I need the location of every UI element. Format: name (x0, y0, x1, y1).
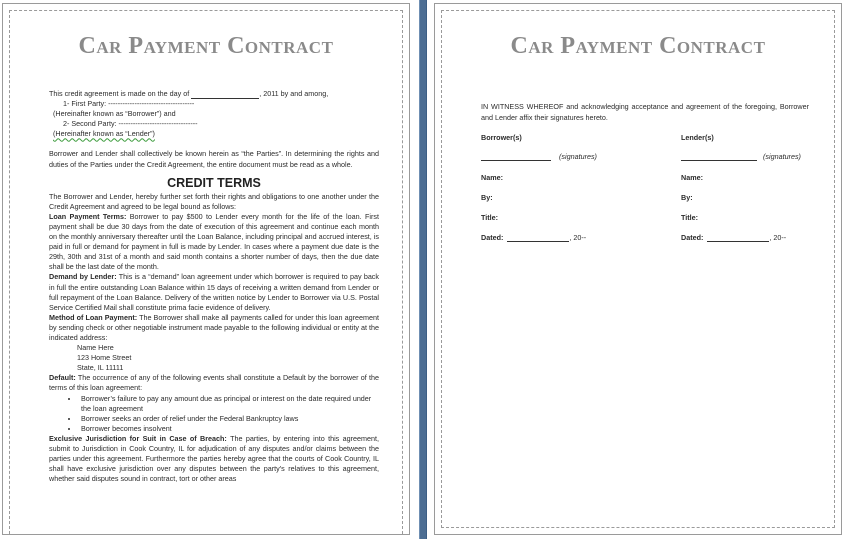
default-list (49, 394, 379, 434)
contract-page-right (434, 3, 842, 535)
lender-signature-line[interactable] (681, 152, 757, 161)
date-blank-line (191, 90, 259, 99)
lender-header: Lender(s) (681, 133, 714, 142)
lender-title-field: Title: (681, 213, 699, 222)
demand-paragraph (49, 272, 379, 312)
intro-text: This credit agreement is made on the day of (49, 89, 190, 98)
jurisdiction-label: Exclusive Jurisdiction for Suit in Case of Breach: (49, 433, 227, 443)
borrower-year: , 20-- (569, 233, 587, 242)
page-divider (419, 0, 427, 539)
lender-year: , 20-- (769, 233, 787, 242)
list-item: • Borrower becomes insolvent (79, 424, 379, 434)
first-party-known: (Hereinafter known as “Borrower”) and (53, 109, 176, 119)
list-item: • Borrower’s failure to pay any amount due as principal or interest on the date required under the loan agreement (79, 394, 379, 414)
lender-name-field: Name: (681, 173, 703, 182)
default-paragraph (49, 373, 379, 393)
default-text: The occurrence of any of the following events shall constitute a Default by the borrower of the terms of this loan agreement: (49, 373, 379, 393)
jurisdiction-paragraph (49, 434, 379, 484)
intro-line (49, 89, 379, 99)
loan-terms-paragraph (49, 212, 379, 273)
borrower-header: Borrower(s) (481, 133, 522, 142)
borrower-dated-row (481, 233, 661, 242)
method-label: Method of Loan Payment: (49, 312, 138, 322)
address-street: 123 Home Street (77, 353, 132, 363)
lender-signature-row (681, 152, 831, 161)
borrower-signature-block (481, 133, 661, 242)
lender-signatures-caption: (signatures) (763, 152, 801, 161)
witness-paragraph: IN WITNESS WHEREOF and acknowledging acceptance and agreement of the foregoing, Borrower and Lender affix their signatures hereto. (481, 102, 809, 122)
intro-year-text: , 2011 by and among, (259, 89, 329, 98)
page-title: Car Payment Contract (78, 33, 334, 59)
method-paragraph (49, 313, 379, 343)
contract-page-left (2, 3, 410, 535)
borrower-by-field: By: (481, 193, 493, 202)
borrower-title-field: Title: (481, 213, 499, 222)
borrower-name-field: Name: (481, 173, 503, 182)
demand-text: This is a “demand” loan agreement under which borrower is required to pay back in full the entire outstanding Loan Balance within 15 days of receiving a written demand from Lender or full repayment of the Loan Balance. Delivery of the written notice by Lender to Borrower via U.S. Postal Service Certified Mail shall constitute prima facie evidence of delivery. (49, 272, 379, 312)
page-dashed-border (441, 10, 835, 528)
borrower-signature-line[interactable] (481, 152, 551, 161)
address-city: State, IL 11111 (77, 363, 124, 373)
credit-terms-heading: CREDIT TERMS (167, 175, 261, 190)
borrower-signatures-caption: (signatures) (559, 152, 597, 161)
borrower-date-line[interactable] (507, 233, 569, 242)
page-title: Car Payment Contract (510, 33, 766, 59)
method-text: The Borrower shall make all payments called for under this loan agreement by sending check or other negotiable instrument made payable to the following individual or entity at the indicated address: (49, 312, 379, 342)
jurisdiction-text: The parties, by entering into this agreement, submit to Jurisdiction in Cook Country, IL for adjudication of any disputes and/or claims between the parties under this agreement. Furthermore the parties hereby agree that the courts of Cook Country, IL shall have exclusive jurisdiction over any disputes between the party’s relatives to this agreement, whether said disputes sound in contract, tort or other areas (49, 433, 379, 484)
lender-dated-row (681, 233, 831, 242)
parties-paragraph: Borrower and Lender shall collectively be known herein as “the Parties”. In determining the rights and duties of the Parties under the Credit Agreement, the entire document must be read as a whole. (49, 149, 379, 169)
second-party-line: 2- Second Party: --------------------------------- (63, 119, 198, 129)
second-party-known: (Hereinafter known as “Lender”) (53, 129, 155, 139)
credit-terms-intro: The Borrower and Lender, hereby further set forth their rights and obligations to one another under the Credit Agreement and agreed to be legal bound as follows: (49, 191, 379, 211)
demand-label: Demand by Lender: (49, 272, 117, 282)
lender-signature-block (681, 133, 831, 242)
first-party-line: 1- First Party: ------------------------------------ (63, 99, 195, 109)
address-name: Name Here (77, 343, 114, 353)
contract-body (49, 89, 379, 484)
borrower-dated-label: Dated: (481, 233, 504, 242)
default-label: Default: (49, 373, 76, 383)
list-item: • Borrower seeks an order of relief under the Federal Bankruptcy laws (79, 414, 379, 424)
lender-dated-label: Dated: (681, 233, 704, 242)
borrower-signature-row (481, 152, 661, 161)
loan-terms-label: Loan Payment Terms: (49, 211, 127, 221)
lender-by-field: By: (681, 193, 693, 202)
lender-date-line[interactable] (707, 233, 769, 242)
loan-terms-text: Borrower to pay $500 to Lender every month for the life of the loan. First payment shall be due 30 days from the date of execution of this agreement and continue each month on the monthly anniversary thereafter until the Loan Balance, including principal and accrued interest, is paid in full or demand for payment in full is made by Lender. In cases where a payment due date is the 29th, 30th and 31st of a month and said month contains a shorter number of days, then the due date shall be the last date of the month. (49, 211, 379, 272)
